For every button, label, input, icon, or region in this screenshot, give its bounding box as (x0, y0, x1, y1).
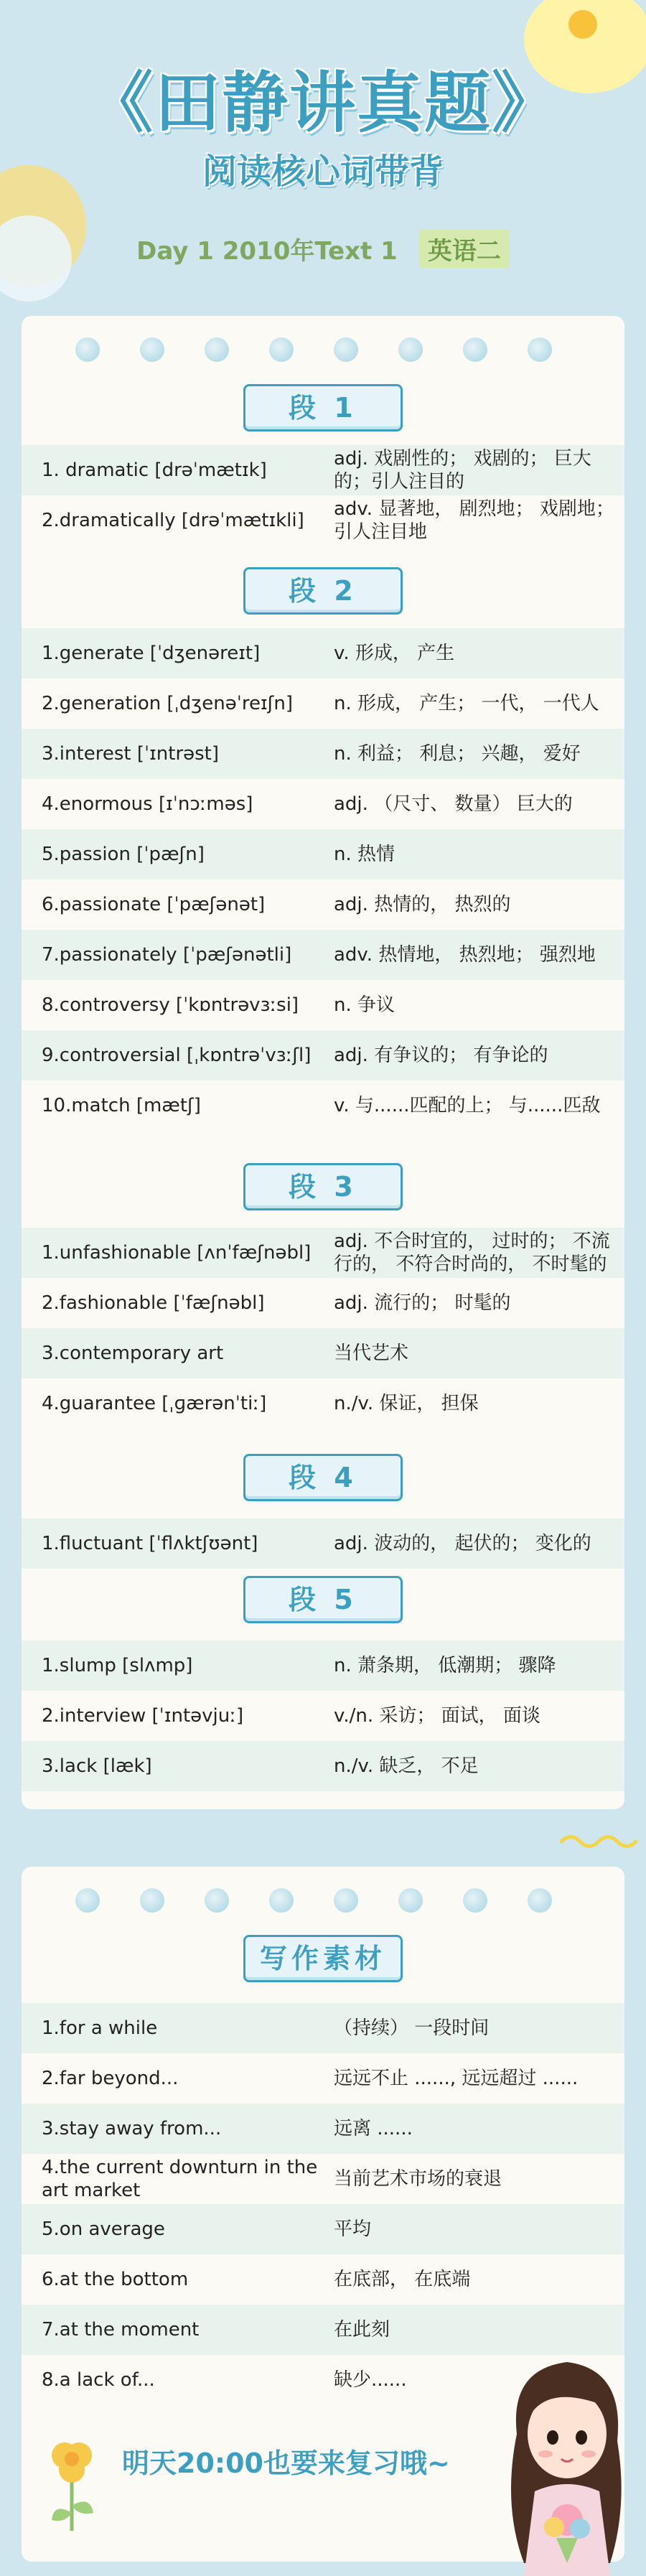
vocab-meaning: n. 争议 (334, 994, 395, 1016)
binder-hole (205, 1888, 229, 1913)
binder-hole (140, 337, 164, 362)
vocab-word: 1.slump [slʌmp] (42, 1655, 193, 1676)
vocab-word: 3.interest [ˈɪntrəst] (42, 743, 220, 765)
wave-decoration (560, 1831, 639, 1855)
binder-hole (205, 337, 229, 362)
vocab-meaning: n. 热情 (334, 844, 395, 865)
vocab-row (22, 1518, 624, 1569)
vocab-meaning: adj. 流行的； 时髦的 (334, 1292, 511, 1314)
vocab-meaning: v./n. 采访； 面试， 面谈 (334, 1705, 540, 1727)
vocab-word: 1.unfashionable [ʌnˈfæʃnəbl] (42, 1242, 312, 1264)
vocab-word: 8.controversy [ˈkɒntrəvɜːsi] (42, 994, 299, 1016)
vocab-row (22, 829, 624, 879)
vocab-row (22, 1328, 624, 1378)
vocab-word: 7.passionately [ˈpæʃənətli] (42, 944, 292, 966)
vocab-word: 2.dramatically [drəˈmætɪkli] (42, 510, 304, 531)
binder-hole (398, 337, 423, 362)
vocab-meaning: n. 萧条期， 低潮期； 骤降 (334, 1655, 556, 1676)
vocab-word: 6.at the bottom (42, 2269, 189, 2290)
vocab-row (22, 729, 624, 779)
binder-hole (75, 1888, 100, 1913)
day-label-bar (0, 230, 646, 268)
vocab-word: 6.passionate [ˈpæʃənət] (42, 894, 266, 915)
vocab-meaning: adj. （尺寸、 数量） 巨大的 (334, 793, 573, 815)
vocab-meaning: n./v. 缺乏， 不足 (334, 1755, 479, 1777)
binder-holes (22, 337, 624, 366)
section-heading (22, 567, 624, 615)
vocab-row (22, 2104, 624, 2154)
vocab-row (22, 445, 624, 495)
vocab-word: 1.for a while (42, 2017, 158, 2039)
vocab-row (22, 2254, 624, 2305)
vocab-row (22, 1228, 624, 1278)
vocab-row (22, 1741, 624, 1791)
vocab-row (22, 930, 624, 980)
vocab-row (22, 2154, 624, 2204)
vocab-row (22, 2204, 624, 2254)
vocab-meaning: 远远不止 ......, 远远超过 ...... (334, 2068, 579, 2089)
vocab-meaning: 在此刻 (334, 2319, 390, 2341)
section-heading-label: 段 2 (243, 567, 403, 615)
footer-reminder: 明天20:00也要来复习哦~ (122, 2447, 450, 2479)
vocab-row (22, 980, 624, 1030)
vocab-meaning: 缺少...... (334, 2369, 407, 2391)
vocab-row (22, 1278, 624, 1328)
binder-hole (398, 1888, 423, 1913)
vocab-row (22, 1691, 624, 1741)
vocab-row (22, 1030, 624, 1081)
day-label: Day 1 2010年Text 1 (136, 237, 398, 266)
vocab-word: 1.fluctuant [ˈflʌktʃʊənt] (42, 1533, 258, 1554)
vocab-word: 4.enormous [ɪˈnɔːməs] (42, 793, 253, 815)
vocab-meaning: 远离 ...... (334, 2118, 413, 2139)
vocab-row (22, 678, 624, 729)
vocab-row (22, 628, 624, 678)
vocab-word: 7.at the moment (42, 2319, 200, 2341)
vocab-word: 2.interview [ˈɪntəvjuː] (42, 1705, 244, 1727)
vocab-meaning: adv. 显著地， 剧烈地； 戏剧地；引人注目地 (334, 498, 614, 543)
vocab-word: 10.match [mætʃ] (42, 1095, 201, 1116)
vocab-meaning: adv. 热情地， 热烈地； 强烈地 (334, 944, 596, 966)
vocab-word: 8.a lack of... (42, 2369, 155, 2391)
vocab-meaning: （持续） 一段时间 (334, 2017, 490, 2039)
binder-hole (75, 337, 100, 362)
section-heading (22, 1163, 624, 1210)
vocab-meaning: adj. 戏剧性的； 戏剧的； 巨大的；引人注目的 (334, 448, 591, 493)
vocab-meaning: 当前艺术市场的衰退 (334, 2168, 502, 2190)
section-heading-label: 段 1 (243, 384, 403, 431)
vocab-word: 1.generate [ˈdʒenəreɪt] (42, 643, 261, 664)
vocab-row (22, 1641, 624, 1691)
vocab-meaning: n./v. 保证， 担保 (334, 1393, 479, 1414)
section-heading-label: 段 3 (243, 1163, 403, 1210)
vocab-row (22, 1081, 624, 1131)
section-heading-label: 段 4 (243, 1454, 403, 1501)
vocab-word: 3.contemporary art (42, 1343, 224, 1364)
vocab-row (22, 2053, 624, 2104)
vocab-meaning: n. 利益； 利息； 兴趣， 爱好 (334, 743, 581, 765)
exam-tag: 英语二 (419, 230, 510, 268)
section-heading (22, 384, 624, 431)
vocab-meaning: 在底部， 在底端 (334, 2269, 471, 2290)
section-heading (22, 1935, 624, 1982)
binder-hole (528, 1888, 552, 1913)
flower-center (568, 10, 597, 39)
vocab-meaning: 平均 (334, 2218, 372, 2240)
girl-avatar (495, 2348, 639, 2576)
vocab-meaning: adj. 不合时宜的， 过时的； 不流行的， 不符合时尚的， 不时髦的 (334, 1231, 610, 1275)
binder-hole (269, 1888, 294, 1913)
section-heading (22, 1454, 624, 1501)
binder-hole (528, 337, 552, 362)
vocab-row (22, 879, 624, 930)
vocab-word: 3.stay away from... (42, 2118, 222, 2139)
vocab-row (22, 1378, 624, 1429)
flower-icon (43, 2434, 100, 2534)
page-title: 《田静讲真题》 (86, 65, 559, 141)
vocab-word: 2.fashionable [ˈfæʃnəbl] (42, 1292, 265, 1314)
vocab-row (22, 495, 624, 546)
binder-hole (334, 337, 358, 362)
section-heading (22, 1576, 624, 1623)
binder-hole (140, 1888, 164, 1913)
binder-hole (334, 1888, 358, 1913)
binder-hole (463, 1888, 487, 1913)
vocab-word: 5.on average (42, 2218, 165, 2240)
vocab-word: 2.far beyond... (42, 2068, 179, 2089)
vocab-word: 9.controversial [ˌkɒntrəˈvɜːʃl] (42, 1045, 312, 1066)
vocabulary-card (22, 316, 624, 1809)
section-heading-label: 段 5 (243, 1576, 403, 1623)
vocab-word: 1. dramatic [drəˈmætɪk] (42, 459, 267, 481)
section-heading-label: 写作素材 (243, 1935, 403, 1982)
vocab-meaning: adj. 波动的， 起伏的； 变化的 (334, 1533, 591, 1554)
vocab-word: 4.the current downturn in the art market (42, 2157, 318, 2201)
vocab-row (22, 779, 624, 829)
vocab-row (22, 2003, 624, 2053)
vocab-word: 4.guarantee [ˌɡærənˈtiː] (42, 1393, 267, 1414)
binder-holes (22, 1888, 624, 1917)
vocab-meaning: 当代艺术 (334, 1343, 409, 1364)
binder-hole (463, 337, 487, 362)
vocab-meaning: adj. 热情的， 热烈的 (334, 894, 511, 915)
vocab-word: 5.passion [ˈpæʃn] (42, 844, 205, 865)
vocab-word: 2.generation [ˌdʒenəˈreɪʃn] (42, 693, 294, 714)
vocab-word: 3.lack [læk] (42, 1755, 152, 1777)
binder-hole (269, 337, 294, 362)
page-subtitle: 阅读核心词带背 (202, 151, 444, 192)
vocab-meaning: n. 形成， 产生； 一代， 一代人 (334, 693, 599, 714)
vocab-meaning: adj. 有争议的； 有争论的 (334, 1045, 548, 1066)
vocab-meaning: v. 与......匹配的上； 与......匹敌 (334, 1095, 601, 1116)
vocab-meaning: v. 形成， 产生 (334, 643, 455, 664)
